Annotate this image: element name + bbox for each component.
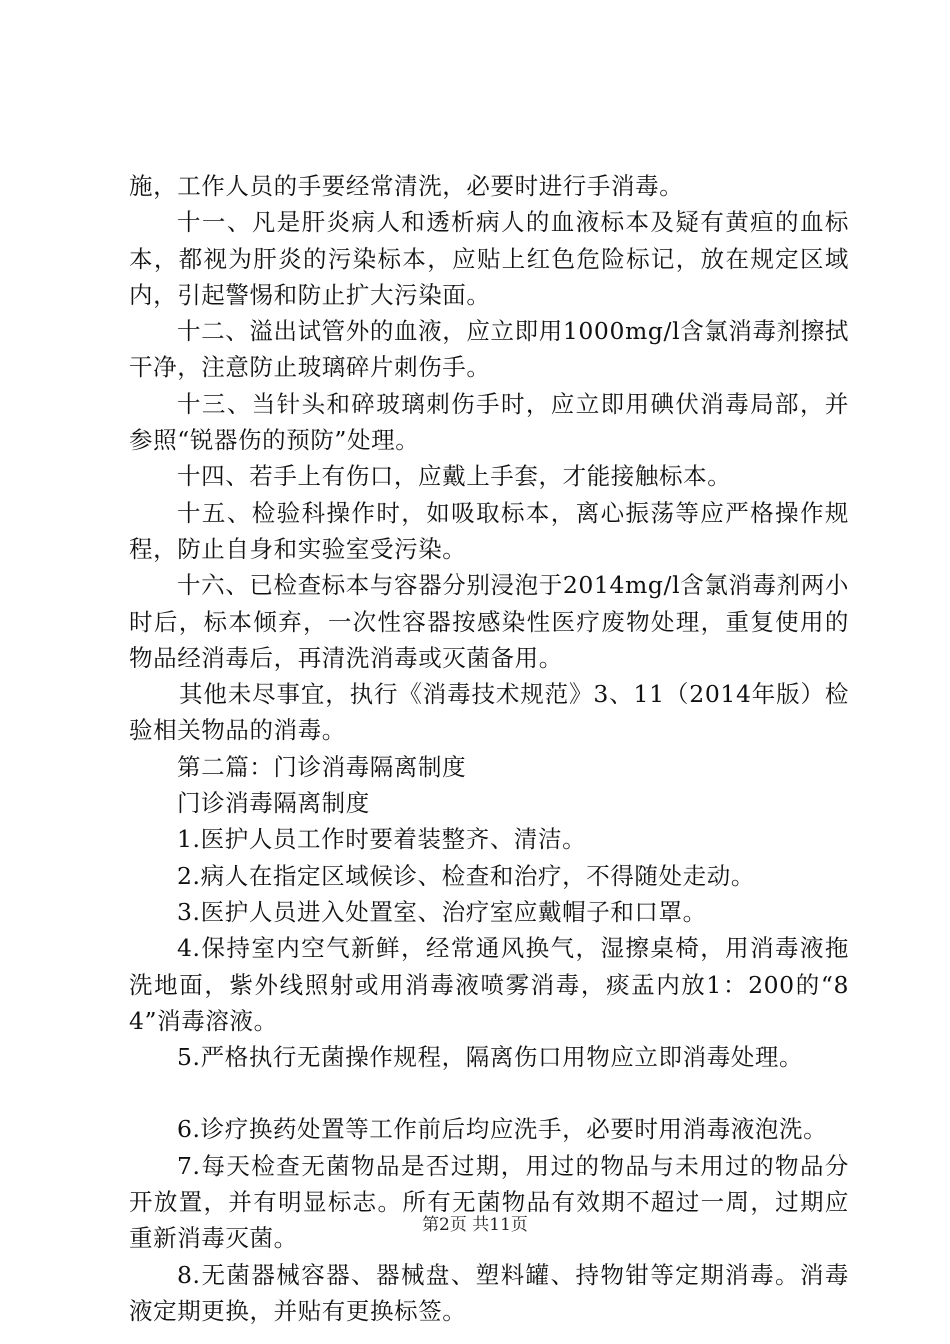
- paragraph-item-12: 十二、溢出试管外的血液，应立即用1000mg/l含氯消毒剂擦拭干净，注意防止玻璃碎片刺伤手。: [129, 317, 849, 382]
- page-number-label: 第2页 共11页: [422, 1215, 528, 1235]
- rule-item-3: 3.医护人员进入处置室、治疗室应戴帽子和口罩。: [177, 897, 707, 926]
- rule-item-5: 5.严格执行无菌操作规程，隔离伤口用物应立即消毒处理。: [177, 1043, 804, 1072]
- rule-item-1: 1.医护人员工作时要着装整齐、清洁。: [177, 825, 587, 854]
- paragraph-item-13: 十三、当针头和碎玻璃刺伤手时，应立即用碘伏消毒局部，并参照“锐器伤的预防”处理。: [129, 389, 849, 455]
- paragraph-item-14: 十四、若手上有伤口，应戴上手套，才能接触标本。: [177, 462, 732, 491]
- paragraph-item-16: 十六、已检查标本与容器分别浸泡于2014mg/l含氯消毒剂两小时后，标本倾弃，一次性容器按感染性医疗废物处理，重复使用的物品经消毒后，再清洗消毒或灭菌备用。: [129, 571, 849, 672]
- rule-item-8: 8.无菌器械容器、器械盘、塑料罐、持物钳等定期消毒。消毒液定期更换，并贴有更换标签。: [129, 1260, 849, 1325]
- document-body: [129, 168, 849, 1329]
- paragraph-item-15: 十五、检验科操作时，如吸取标本，离心振荡等应严格操作规程，防止自身和实验室受污染。: [129, 498, 849, 563]
- rule-item-2: 2.病人在指定区域候诊、检查和治疗，不得随处走动。: [177, 861, 755, 890]
- blank-line: [129, 1075, 849, 1111]
- paragraph-other-matters: 其他未尽事宜，执行《消毒技术规范》3、11（2014年版）检验相关物品的消毒。: [129, 680, 849, 745]
- rule-item-4: 4.保持室内空气新鲜，经常通风换气，湿擦桌椅，用消毒液拖洗地面，紫外线照射或用消毒液喷雾消毒，痰盂内放1：200的“84”消毒溶液。: [129, 934, 849, 1035]
- rule-item-7: 7.每天检查无菌物品是否过期，用过的物品与未用过的物品分开放置，并有明显标志。所有无菌物品有效期不超过一周，过期应重新消毒灭菌。: [129, 1151, 849, 1253]
- paragraph-item-11: 十一、凡是肝炎病人和透析病人的血液标本及疑有黄疸的血标本，都视为肝炎的污染标本，应贴上红色危险标记，放在规定区域内，引起警惕和防止扩大污染面。: [129, 208, 849, 309]
- section-heading: 第二篇：门诊消毒隔离制度: [177, 752, 467, 781]
- section-subtitle: 门诊消毒隔离制度: [177, 789, 370, 818]
- paragraph-continuation: 施，工作人员的手要经常清洗，必要时进行手消毒。: [129, 172, 684, 200]
- page-footer: [0, 1214, 950, 1236]
- rule-item-6: 6.诊疗换药处置等工作前后均应洗手，必要时用消毒液泡洗。: [177, 1115, 828, 1144]
